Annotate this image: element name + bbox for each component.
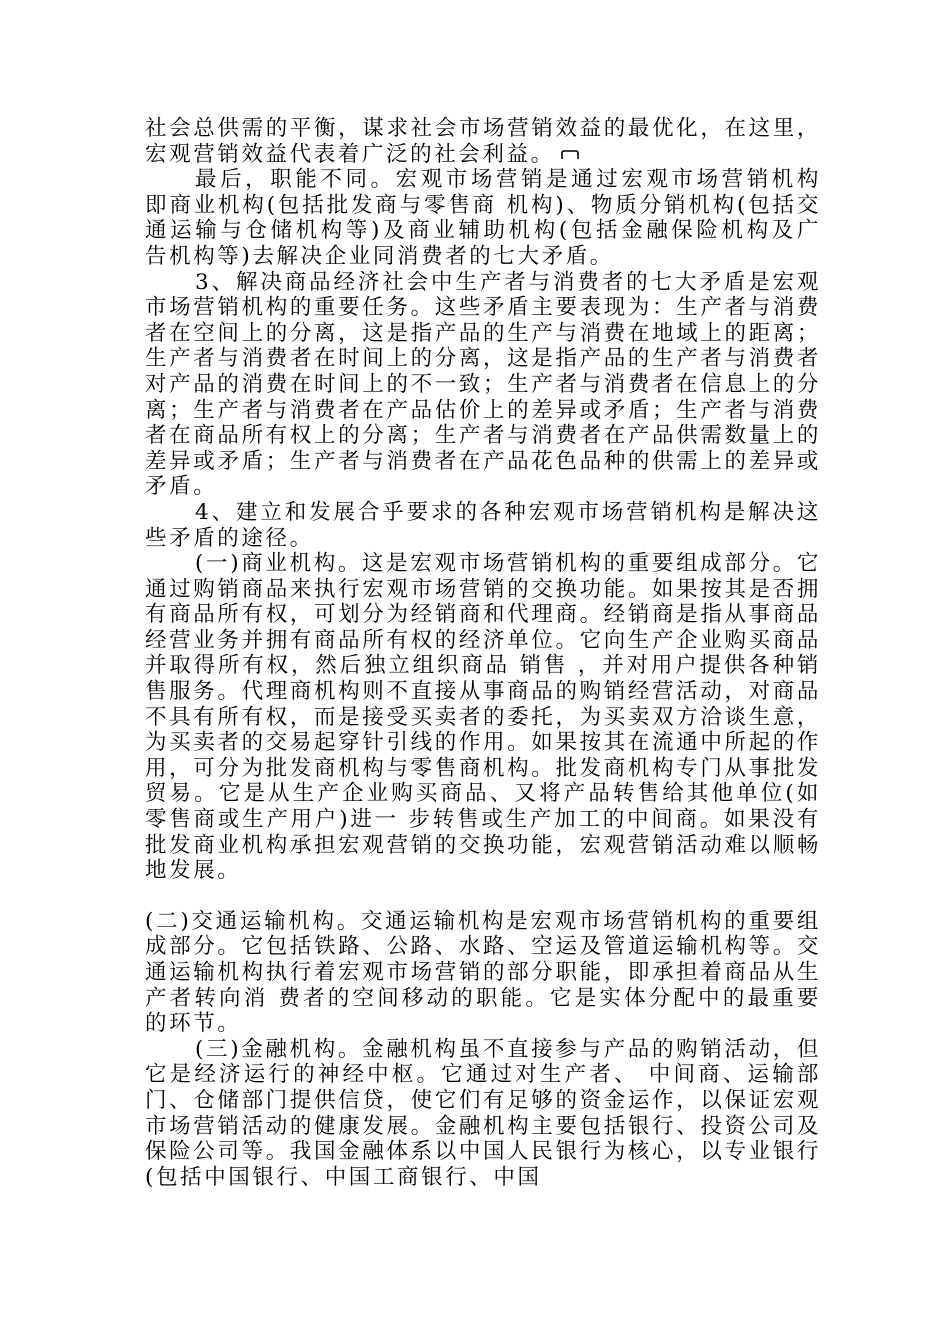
paragraph-4: 4、建立和发展合乎要求的各种宏观市场营销机构是解决这些矛盾的途径。 — [145, 499, 821, 551]
document-body — [145, 116, 821, 1190]
paragraph-5: (一)商业机构。这是宏观市场营销机构的重要组成部分。它通过购销商品来执行宏观市场营销的交换功能。如果按其是否拥有商品所有权，可划分为经销商和代理商。经销商是指从事商品经营业务并拥有商品所有权的经济单位。它向生产企业购买商品并取得所有权，然后独立组织商品 销售 ，并对用户提供各种销售服务。代理商机构则不直接从事商品的购销经营活动，对商品不具有所有权，而是接受买卖者的委托，为买卖双方洽谈生意，为买卖者的交易起穿针引线的作用。如果按其在流通中所起的作用，可分为批发商机构与零售商机构。批发商机构专门从事批发贸易。它是从生产企业购买商品、又将产品转售给其他单位(如零售商或生产用户)进一 步转售或生产加工的中间商。如果没有批发商业机构承担宏观营销的交换功能，宏观营销活动难以顺畅地发展。 — [145, 551, 821, 884]
paragraph-7: (三)金融机构。金融机构虽不直接参与产品的购销活动，但它是经济运行的神经中枢。它通过对生产者、 中间商、运输部门、仓储部门提供信贷，使它们有足够的资金运作，以保证宏观市场营销活动的健康发展。金融机构主要包括银行、投资公司及保险公司等。我国金融体系以中国人民银行为核心，以专业银行(包括中国银行、中国工商银行、中国 — [145, 1036, 821, 1190]
paragraph-gap — [145, 884, 821, 909]
paragraph-2: 最后，职能不同。宏观市场营销是通过宏观市场营销机构即商业机构(包括批发商与零售商 机构)、物质分销机构(包括交通运输与仓储机构等)及商业辅助机构(包括金融保险机构及广 告机构等)去解决企业同消费者的七大矛盾。 — [145, 167, 821, 269]
paragraph-1-text: 社会总供需的平衡，谋求社会市场营销效益的最优化，在这里，宏观营销效益代表着广泛的社会利益。 — [145, 116, 821, 167]
paragraph-6: (二)交通运输机构。交通运输机构是宏观市场营销机构的重要组成部分。它包括铁路、公路、水路、空运及管道运输机构等。交通运输机构执行着宏观市场营销的部分职能，即承担着商品从生产者转向消 费者的空间移动的职能。它是实体分配中的最重要的环节。 — [145, 908, 821, 1037]
paragraph-3: 3、解决商品经济社会中生产者与消费者的七大矛盾是宏观市场营销机构的重要任务。这些矛盾主要表现为：生产者与消费者在空间上的分离，这是指产品的生产与消费在地域上的距离；生产者与消费者在时间上的分离，这是指产品的生产者与消费者对产品的消费在时间上的不一致；生产者与消费者在信息上的分离；生产者与消费者在产品估价上的差异或矛盾；生产者与消费者在商品所有权上的分离；生产者与消费者在产品供需数量上的差异或矛盾；生产者与消费者在产品花色品种的供需上的差异或矛盾。 — [145, 269, 821, 500]
paragraph-1 — [145, 116, 821, 167]
cursor-mark-icon — [561, 150, 579, 160]
